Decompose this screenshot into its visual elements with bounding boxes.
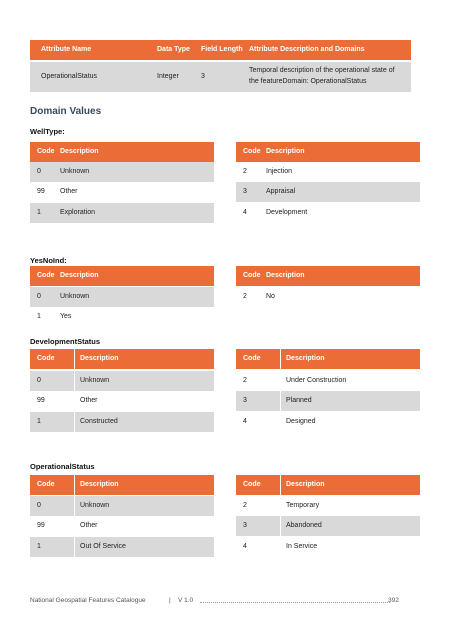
- code-cell: 1: [37, 209, 41, 216]
- header-description: Description: [286, 481, 325, 488]
- header-description: Description: [286, 355, 325, 362]
- description-cell: Other: [60, 188, 78, 195]
- header-data-type: Data Type: [157, 46, 190, 53]
- operational_status-right-header: [236, 475, 420, 495]
- yes_no-right-header: [236, 266, 420, 286]
- table-row: [30, 412, 214, 432]
- code-cell: 4: [243, 543, 247, 550]
- table-row: [236, 287, 420, 307]
- column-divider: [74, 371, 75, 391]
- description-cell-line1: Temporal description of the operational state of: [249, 67, 395, 74]
- attribute-name-cell: OperationalStatus: [41, 73, 98, 80]
- description-cell: Out Of Service: [80, 543, 126, 550]
- header-description: Description: [60, 148, 99, 155]
- column-divider: [74, 412, 75, 432]
- table-row: [30, 537, 214, 557]
- code-cell: 0: [37, 293, 41, 300]
- code-cell: 2: [243, 377, 247, 384]
- header-code: Code: [243, 481, 261, 488]
- column-divider: [280, 516, 281, 536]
- table-row: [236, 391, 420, 411]
- attribute-table-header: [30, 40, 411, 60]
- table-row: [30, 162, 214, 182]
- well_type-right-header: [236, 142, 420, 162]
- description-cell: Yes: [60, 313, 72, 320]
- code-cell: 99: [37, 522, 45, 529]
- description-cell: Other: [80, 397, 98, 404]
- developmentstatus-title: DevelopmentStatus: [30, 337, 101, 346]
- description-cell: Under Construction: [286, 377, 347, 384]
- column-divider: [74, 349, 75, 369]
- footer-version: V 1.0: [178, 597, 194, 604]
- header-description: Description: [60, 272, 99, 279]
- development_status-left-header: [30, 349, 214, 369]
- code-cell: 0: [37, 502, 41, 509]
- table-row: [30, 516, 214, 536]
- table-row: [236, 496, 420, 516]
- table-row: [30, 287, 214, 307]
- table-row: [30, 496, 214, 516]
- column-divider: [74, 496, 75, 516]
- table-row: [30, 203, 214, 223]
- header-code: Code: [243, 355, 261, 362]
- header-field-length: Field Length: [201, 46, 243, 53]
- attribute-table-row: [30, 62, 411, 92]
- description-cell: Temporary: [286, 502, 320, 509]
- column-divider: [280, 391, 281, 411]
- table-row: [30, 371, 214, 391]
- header-description: Description: [80, 481, 119, 488]
- yesnoind-title: YesNoInd:: [30, 256, 67, 265]
- code-cell: 99: [37, 397, 45, 404]
- table-row: [236, 371, 420, 391]
- code-cell: 2: [243, 502, 247, 509]
- description-cell: Designed: [286, 418, 316, 425]
- table-row: [236, 537, 420, 557]
- header-description: Description: [266, 148, 305, 155]
- description-cell: Unknown: [60, 293, 90, 300]
- table-row: [236, 516, 420, 536]
- header-description: Description: [80, 355, 119, 362]
- description-cell: In Service: [286, 543, 318, 550]
- header-code: Code: [37, 272, 55, 279]
- footer: [30, 597, 420, 609]
- description-cell: Constructed: [80, 418, 118, 425]
- welltype-title: WellType:: [30, 127, 65, 136]
- footer-dotted-leader: [200, 602, 390, 603]
- table-row: [30, 307, 214, 327]
- data-type-cell: Integer: [157, 73, 179, 80]
- code-cell: 1: [37, 313, 41, 320]
- code-cell: 2: [243, 293, 247, 300]
- description-cell: Unknown: [60, 168, 90, 175]
- code-cell: 3: [243, 522, 247, 529]
- column-divider: [280, 475, 281, 495]
- header-code: Code: [243, 148, 261, 155]
- code-cell: 4: [243, 209, 247, 216]
- operationalstatus-title: OperationalStatus: [30, 462, 95, 471]
- header-code: Code: [37, 355, 55, 362]
- header-code: Code: [37, 148, 55, 155]
- description-cell: No: [266, 293, 275, 300]
- development_status-right-header: [236, 349, 420, 369]
- table-row: [30, 391, 214, 411]
- column-divider: [74, 475, 75, 495]
- table-row: [236, 412, 420, 432]
- code-cell: 2: [243, 168, 247, 175]
- description-cell: Planned: [286, 397, 312, 404]
- yes_no-left-header: [30, 266, 214, 286]
- footer-separator: |: [169, 597, 171, 604]
- description-cell: Injection: [266, 168, 293, 175]
- code-cell: 99: [37, 188, 45, 195]
- code-cell: 3: [243, 397, 247, 404]
- header-code: Code: [37, 481, 55, 488]
- description-cell: Abandoned: [286, 522, 322, 529]
- code-cell: 1: [37, 543, 41, 550]
- code-cell: 0: [37, 377, 41, 384]
- footer-doc-title: National Geospatial Features Catalogue: [30, 597, 146, 604]
- header-code: Code: [243, 272, 261, 279]
- domain-values-title: Domain Values: [30, 106, 102, 117]
- field-length-cell: 3: [201, 73, 205, 80]
- column-divider: [74, 537, 75, 557]
- header-attribute-description: Attribute Description and Domains: [249, 46, 365, 53]
- code-cell: 3: [243, 188, 247, 195]
- table-row: [30, 182, 214, 202]
- header-description: Description: [266, 272, 305, 279]
- footer-page-number: 392: [388, 597, 399, 604]
- header-attribute-name: Attribute Name: [41, 46, 92, 53]
- code-cell: 4: [243, 418, 247, 425]
- description-cell: Other: [80, 522, 98, 529]
- table-row: [236, 182, 420, 202]
- description-cell: Development: [266, 209, 308, 216]
- description-cell: Unknown: [80, 502, 110, 509]
- table-row: [236, 162, 420, 182]
- column-divider: [280, 349, 281, 369]
- description-cell: Unknown: [80, 377, 110, 384]
- table-row: [236, 203, 420, 223]
- description-cell: Appraisal: [266, 188, 296, 195]
- code-cell: 1: [37, 418, 41, 425]
- operational_status-left-header: [30, 475, 214, 495]
- well_type-left-header: [30, 142, 214, 162]
- description-cell-line2: the featureDomain: OperationalStatus: [249, 78, 367, 85]
- code-cell: 0: [37, 168, 41, 175]
- description-cell: Exploration: [60, 209, 96, 216]
